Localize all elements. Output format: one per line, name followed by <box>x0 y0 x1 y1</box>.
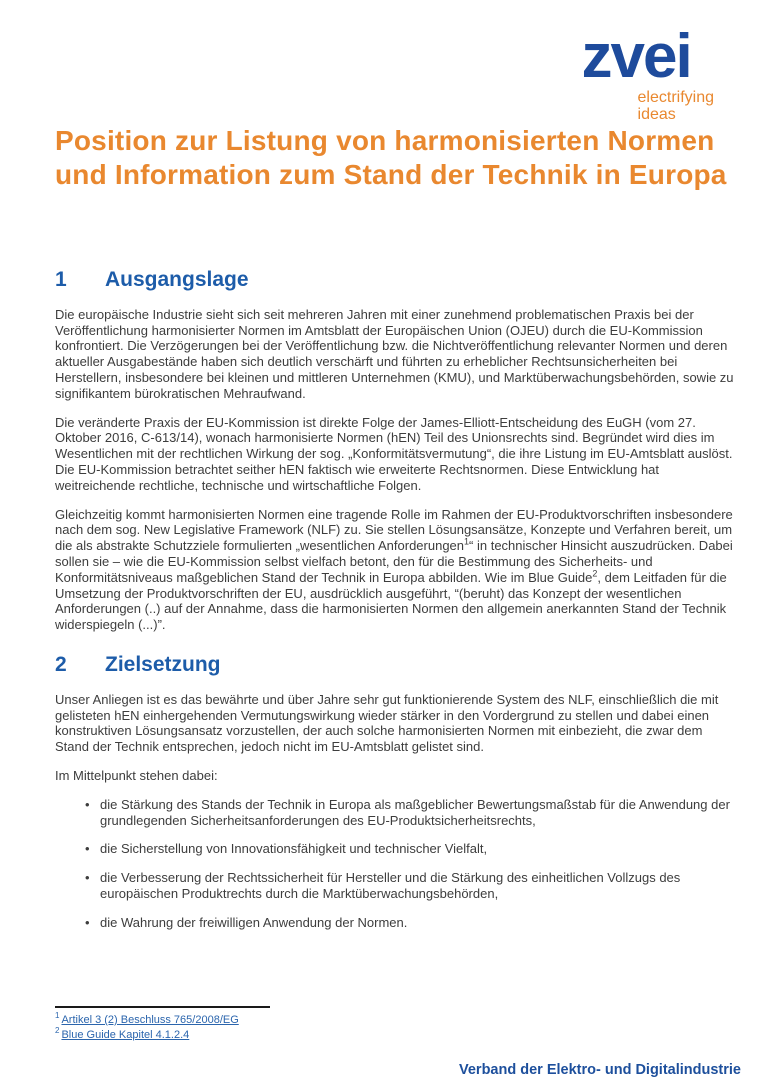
list-item-text: die Stärkung des Stands der Technik in Europa als maßgeblicher Bewertungsmaßstab für die Anwendung der grundlegenden Sicherheitsanforderungen des EU-Produktsicherheitsrechts, <box>100 796 730 828</box>
bullet-icon: • <box>85 841 90 857</box>
footnote-2-marker: 2 <box>55 1026 60 1036</box>
section-2-number: 2 <box>55 652 67 676</box>
list-item-text: die Wahrung der freiwilligen Anwendung der Normen. <box>100 914 408 930</box>
footnote-ref-1[interactable]: 1 <box>464 536 470 547</box>
bullet-icon: • <box>85 870 90 886</box>
section-2-title: Zielsetzung <box>105 652 221 676</box>
footnote-1 <box>55 1013 455 1028</box>
goal-bullet-list <box>55 797 740 931</box>
paragraph: Die veränderte Praxis der EU-Kommission ist direkte Folge der James-Elliott-Entscheidung des EuGH (vom 27. Oktober 2016, C-613/14), wonach harmonisierte Normen (hEN) Teil des Unionsrechts sind. Begründet wird dies im Wesentlichen mit der rechtlichen Wirkung der sog. „Konformitätsvermutung“, die ihre Listung im EU-Amtsblatt auslöst. Die EU-Kommission betrachtet seither hEN faktisch wie erweiterte Rechtsnormen. Diese Entwicklung hat weitreichende rechtliche, technische und wirtschaftliche Folgen. <box>55 414 733 493</box>
list-item-text: die Verbesserung der Rechtssicherheit für Hersteller und die Stärkung des einheitlichen Vollzugs des europäischen Produktrechts durch die Marktüberwachungsbehörden, <box>100 870 681 901</box>
document-body <box>55 268 740 944</box>
zvei-logo-wordmark: zvei <box>581 22 691 91</box>
list-item <box>55 915 740 931</box>
footnote-1-marker: 1 <box>55 1011 60 1021</box>
footnote-separator <box>55 1006 270 1008</box>
paragraph: Unser Anliegen ist es das bewährte und über Jahre sehr gut funktionierende System des NLF, einschließlich die mit gelisteten hEN einhergehenden Vermutungswirkung wieder stärker in den Vordergrund zu stellen und dabei einen konstruktiven Lösungsansatz vorzustellen, der auch solche harmonisierten Normen mit einbezieht, die zwar dem Stand der Technik entsprechen, jedoch nicht im EU-Amtsblatt gelistet sind. <box>55 691 719 755</box>
section-ausgangslage <box>55 268 740 633</box>
section-zielsetzung <box>55 652 740 931</box>
footnote-2 <box>55 1028 455 1043</box>
paragraph-text: “ in technischer Hinsicht auszudrücken. Dabei sollen sie – wie die EU-Kommission selbst vielfach betont, den für die Bestimmung des Sicherheits- und Konformitätsniveaus maßgeblichen Stand der Technik in Europa abbilden. Wie im Blue Guide <box>55 538 733 585</box>
list-item <box>55 870 740 902</box>
paragraph: Die europäische Industrie sieht sich seit mehreren Jahren mit einer zunehmend problematischen Praxis bei der Veröffentlichung harmonisierter Normen im Amtsblatt der Europäischen Union (OJEU) durch die EU-Kommission konfrontiert. Die Verzögerungen bei der Veröffentlichung bzw. die Nichtveröffentlichung relevanter Normen und deren aktueller Ausgabestände haben sich deutlich verschärft und führten zu erheblicher Rechtsunsicherheiten bei Herstellern, insbesondere bei kleinen und mittleren Unternehmen (KMU), und Marktüberwachungsbehörden, sowie zu signifikantem bürokratischen Mehraufwand. <box>55 306 734 401</box>
list-item <box>55 841 740 857</box>
footer-association-name: Verband der Elektro- und Digitalindustrie <box>459 1062 741 1078</box>
footnote-ref-2[interactable]: 2 <box>592 568 598 579</box>
zvei-tagline-line2: ideas <box>637 106 676 123</box>
bullet-icon: • <box>85 796 90 812</box>
section-1-number: 1 <box>55 268 67 291</box>
zvei-tagline-line1: electrifying <box>637 89 714 106</box>
bullet-icon: • <box>85 914 90 930</box>
paragraph <box>55 507 740 633</box>
list-intro: Im Mittelpunkt stehen dabei: <box>55 767 218 783</box>
paragraph-text: Gleichzeitig kommt harmonisierten Normen eine tragende Rolle im Rahmen der EU-Produktvorschriften insbesondere nach dem sog. New Legislative Framework (NLF) zu. Sie stellen Lösungsansätze, Konzepte und Verfahren bereit, um die als abstrakte Schutzziele formulierten „wesentlichen Anforderungen <box>55 506 733 554</box>
footnotes-block <box>55 1006 455 1043</box>
footnote-1-link[interactable]: Artikel 3 (2) Beschluss 765/2008/EG <box>61 1014 239 1026</box>
section-1-heading <box>55 268 740 291</box>
section-1-title: Ausgangslage <box>105 268 249 291</box>
paragraph-text: , dem Leitfaden für die Umsetzung der Produktvorschriften der EU, ausdrücklich ausgeführt, “(beruht) das Konzept der wesentlichen Anforderungen (..) auf der Annahme, dass die harmonisierten Normen den allgemein anerkannten Stand der Technik widerspiegeln (...)”. <box>55 569 727 633</box>
list-item <box>55 797 740 829</box>
section-2-heading <box>55 652 740 676</box>
zvei-logo <box>581 22 714 124</box>
list-item-text: die Sicherstellung von Innovationsfähigkeit und technischer Vielfalt, <box>100 841 488 857</box>
zvei-logo-tagline <box>638 90 714 123</box>
footnote-2-link[interactable]: Blue Guide Kapitel 4.1.2.4 <box>61 1029 190 1041</box>
page-title: Position zur Listung von harmonisierten Normen und Information zum Stand der Technik in Europa <box>55 125 727 191</box>
